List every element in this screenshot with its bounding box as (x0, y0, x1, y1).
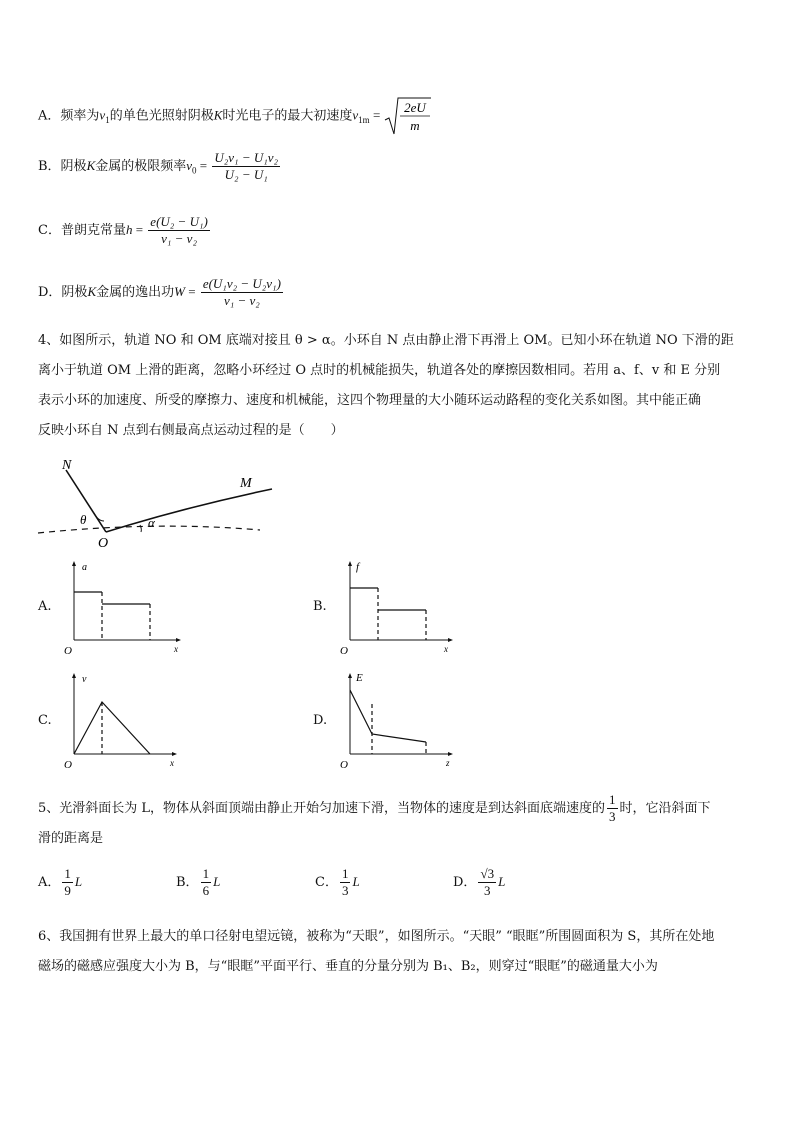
q5-line-1: 5、光滑斜面长为 L，物体从斜面顶端由静止开始匀加速下滑，当物体的速度是到达斜面底端速度的 $\frac{1}{3}$ 时，它沿斜面下 (38, 792, 711, 824)
q5-option-a: A． $\frac{1}{9}$ L (38, 866, 83, 898)
sqrt-expression (384, 96, 432, 136)
svg-text:f: f (356, 561, 360, 573)
svg-text:O: O (340, 759, 348, 770)
q5-option-b: B． $\frac{1}{6}$ L (176, 866, 221, 898)
label-n: N (62, 458, 72, 473)
q4-option-c-label: C. (38, 713, 52, 728)
graph-d (338, 670, 462, 770)
track-om (106, 489, 272, 532)
fraction: $\frac{\text{e(U₂ − U₁)}}{\text{v₁ − v₂}}$ (150, 214, 208, 246)
q4-option-b-label: B. (313, 599, 327, 614)
svg-text:E: E (356, 672, 363, 684)
q3-option-c: C．普朗克常量h = $\frac{\text{e(U₂ − U₁)}}{\text{v₁ − v₂}}$ (38, 214, 208, 246)
sqrt-denominator: m (409, 118, 420, 133)
svg-text:x: x (174, 644, 178, 654)
q5-option-d: D． $\frac{√3}{3}$ L (453, 866, 506, 898)
fraction: $\frac{\text{e(U₁v₂ − U₂v₁)}}{\text{v₁ − v₂}}$ (202, 276, 281, 308)
svg-text:v: v (82, 674, 87, 685)
label-theta: θ (80, 512, 87, 527)
svg-text:O: O (340, 645, 348, 657)
q3-option-d: D．阴极K金属的逸出功W = $\frac{\text{e(U₁v₂ − U₂v₁)}}{\text{v₁ − v₂}}$ (38, 276, 281, 308)
q4-line-1: 4、如图所示，轨道 NO 和 OM 底端对接且 θ > α。小环自 N 点由静止滑下再滑上 OM。已知小环在轨道 NO 下滑的距 (38, 333, 734, 348)
svg-text:z: z (446, 758, 450, 768)
svg-text:O: O (64, 759, 72, 770)
svg-text:x: x (444, 644, 448, 654)
track-figure (36, 455, 286, 550)
sqrt-numerator: 2eU (403, 100, 426, 115)
q4-option-d-label: D. (313, 713, 328, 728)
fraction-one-third: $\frac{1}{3}$ (609, 792, 616, 824)
q4-line-3: 表示小环的加速度、所受的摩擦力、速度和机械能，这四个物理量的大小随环运动路程的变化关系如图。其中能正确 (38, 393, 702, 408)
label-alpha: α (148, 515, 155, 530)
q6-line-1: 6、我国拥有世界上最大的单口径射电望远镜，被称为“天眼”，如图所示。“天眼” “眼眶”所围圆面积为 S，其所在处地 (38, 929, 715, 944)
q5-line-2: 滑的距离是 (38, 831, 104, 846)
label-m: M (240, 476, 252, 491)
graph-a (62, 558, 186, 658)
graph-c (62, 670, 186, 770)
q4-stem (38, 326, 760, 446)
q4-option-a-label: A. (38, 599, 52, 614)
q3-option-a: A．频率为$v_1$的单色光照射阴极K时光电子的最大初速度$v_{1m}$ = 2eU m (38, 96, 432, 136)
q4-line-4: 反映小环自 N 点到右侧最高点运动过程的是（ ） (38, 423, 344, 438)
svg-text:x: x (170, 758, 174, 768)
q3-option-b: B．阴极K金属的极限频率$v_0$ = $\frac{\text{U₂v₁ − U₁v₂}}{\text{U₂ − U₁}}$ (38, 150, 279, 182)
graph-b (338, 558, 462, 658)
q6-stem (38, 922, 760, 982)
svg-text:a: a (82, 562, 87, 573)
label-o: O (98, 536, 109, 550)
q6-line-2: 磁场的磁感应强度大小为 B，与“眼眶”平面平行、垂直的分量分别为 B₁、B₂，则穿过“眼眶”的磁通量大小为 (38, 959, 658, 974)
fraction: $\frac{\text{U₂v₁ − U₁v₂}}{\text{U₂ − U₁}}$ (214, 150, 279, 182)
q5-option-c: C． $\frac{1}{3}$ L (315, 866, 360, 898)
q4-line-2: 离小于轨道 OM 上滑的距离，忽略小环经过 O 点时的机械能损失，轨道各处的摩擦因数相同。若用 a、f、v 和 E 分别 (38, 363, 721, 378)
svg-text:O: O (64, 645, 72, 657)
